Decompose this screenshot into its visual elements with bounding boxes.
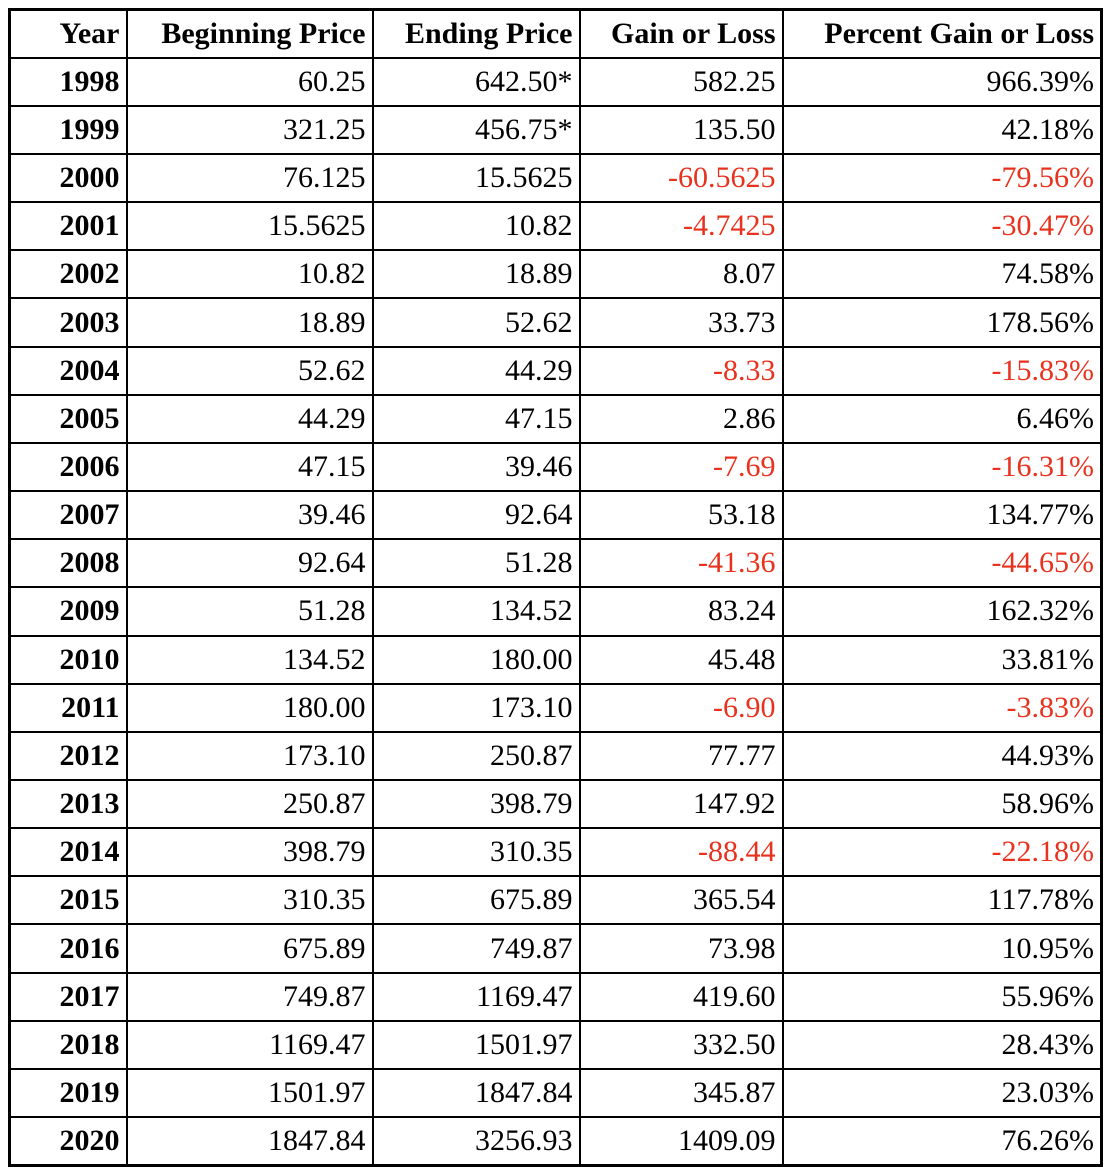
header-row [10,10,1102,58]
cell-year: 2010 [10,636,127,684]
cell-ending-price: 39.46 [373,443,580,491]
cell-ending-price: 51.28 [373,539,580,587]
cell-gain-or-loss: 2.86 [580,395,783,443]
cell-beginning-price: 398.79 [127,828,373,876]
cell-year: 2004 [10,347,127,395]
price-history-table [8,8,1103,1167]
table-row [10,1117,1102,1165]
cell-ending-price: 1169.47 [373,973,580,1021]
cell-year: 2016 [10,924,127,972]
cell-beginning-price: 52.62 [127,347,373,395]
cell-year: 2015 [10,876,127,924]
cell-gain-or-loss: -88.44 [580,828,783,876]
cell-year: 2003 [10,298,127,346]
table-row [10,491,1102,539]
cell-percent-gain-or-loss: 6.46% [783,395,1102,443]
cell-percent-gain-or-loss: -3.83% [783,684,1102,732]
cell-gain-or-loss: 33.73 [580,298,783,346]
table-row [10,636,1102,684]
cell-gain-or-loss: -6.90 [580,684,783,732]
cell-ending-price: 15.5625 [373,154,580,202]
cell-beginning-price: 321.25 [127,106,373,154]
cell-percent-gain-or-loss: 74.58% [783,250,1102,298]
cell-year: 1998 [10,58,127,106]
cell-ending-price: 456.75* [373,106,580,154]
cell-ending-price: 3256.93 [373,1117,580,1165]
cell-beginning-price: 173.10 [127,732,373,780]
cell-year: 2018 [10,1021,127,1069]
cell-percent-gain-or-loss: 134.77% [783,491,1102,539]
cell-beginning-price: 18.89 [127,298,373,346]
cell-percent-gain-or-loss: -44.65% [783,539,1102,587]
cell-ending-price: 398.79 [373,780,580,828]
table-row [10,1069,1102,1117]
cell-percent-gain-or-loss: 23.03% [783,1069,1102,1117]
cell-beginning-price: 60.25 [127,58,373,106]
cell-ending-price: 1501.97 [373,1021,580,1069]
cell-beginning-price: 39.46 [127,491,373,539]
cell-year: 1999 [10,106,127,154]
cell-gain-or-loss: -4.7425 [580,202,783,250]
cell-ending-price: 44.29 [373,347,580,395]
cell-percent-gain-or-loss: -79.56% [783,154,1102,202]
cell-percent-gain-or-loss: -15.83% [783,347,1102,395]
table-body [10,58,1102,1166]
cell-ending-price: 180.00 [373,636,580,684]
cell-beginning-price: 47.15 [127,443,373,491]
cell-beginning-price: 1501.97 [127,1069,373,1117]
cell-gain-or-loss: 8.07 [580,250,783,298]
cell-year: 2012 [10,732,127,780]
table-row [10,202,1102,250]
cell-beginning-price: 1169.47 [127,1021,373,1069]
cell-ending-price: 52.62 [373,298,580,346]
cell-percent-gain-or-loss: -16.31% [783,443,1102,491]
cell-gain-or-loss: 147.92 [580,780,783,828]
cell-year: 2007 [10,491,127,539]
cell-year: 2014 [10,828,127,876]
cell-ending-price: 250.87 [373,732,580,780]
cell-percent-gain-or-loss: 33.81% [783,636,1102,684]
cell-ending-price: 18.89 [373,250,580,298]
cell-ending-price: 173.10 [373,684,580,732]
header-ending-price: Ending Price [373,10,580,58]
cell-percent-gain-or-loss: 42.18% [783,106,1102,154]
cell-percent-gain-or-loss: 117.78% [783,876,1102,924]
cell-gain-or-loss: 345.87 [580,1069,783,1117]
cell-beginning-price: 44.29 [127,395,373,443]
table-row [10,298,1102,346]
cell-ending-price: 47.15 [373,395,580,443]
cell-percent-gain-or-loss: 44.93% [783,732,1102,780]
cell-gain-or-loss: -8.33 [580,347,783,395]
cell-gain-or-loss: 365.54 [580,876,783,924]
cell-beginning-price: 92.64 [127,539,373,587]
cell-beginning-price: 180.00 [127,684,373,732]
table-row [10,443,1102,491]
table-row [10,539,1102,587]
cell-beginning-price: 675.89 [127,924,373,972]
cell-ending-price: 92.64 [373,491,580,539]
table-row [10,684,1102,732]
cell-gain-or-loss: 83.24 [580,587,783,635]
cell-ending-price: 749.87 [373,924,580,972]
cell-gain-or-loss: 1409.09 [580,1117,783,1165]
table-row [10,106,1102,154]
cell-percent-gain-or-loss: 162.32% [783,587,1102,635]
cell-gain-or-loss: 582.25 [580,58,783,106]
cell-year: 2020 [10,1117,127,1165]
cell-year: 2013 [10,780,127,828]
cell-ending-price: 675.89 [373,876,580,924]
table-row [10,876,1102,924]
cell-gain-or-loss: 53.18 [580,491,783,539]
cell-year: 2009 [10,587,127,635]
table-row [10,924,1102,972]
cell-ending-price: 134.52 [373,587,580,635]
cell-ending-price: 10.82 [373,202,580,250]
cell-beginning-price: 76.125 [127,154,373,202]
table-row [10,732,1102,780]
cell-percent-gain-or-loss: 10.95% [783,924,1102,972]
cell-beginning-price: 15.5625 [127,202,373,250]
table-row [10,973,1102,1021]
cell-gain-or-loss: -7.69 [580,443,783,491]
table-row [10,828,1102,876]
cell-percent-gain-or-loss: -22.18% [783,828,1102,876]
cell-year: 2019 [10,1069,127,1117]
cell-gain-or-loss: -41.36 [580,539,783,587]
cell-beginning-price: 310.35 [127,876,373,924]
table-row [10,780,1102,828]
cell-beginning-price: 10.82 [127,250,373,298]
header-beginning-price: Beginning Price [127,10,373,58]
cell-ending-price: 1847.84 [373,1069,580,1117]
cell-gain-or-loss: 45.48 [580,636,783,684]
table-row [10,58,1102,106]
cell-percent-gain-or-loss: 76.26% [783,1117,1102,1165]
table-row [10,395,1102,443]
header-year: Year [10,10,127,58]
cell-year: 2011 [10,684,127,732]
cell-beginning-price: 250.87 [127,780,373,828]
table-row [10,587,1102,635]
cell-gain-or-loss: 332.50 [580,1021,783,1069]
cell-percent-gain-or-loss: -30.47% [783,202,1102,250]
cell-percent-gain-or-loss: 178.56% [783,298,1102,346]
cell-percent-gain-or-loss: 58.96% [783,780,1102,828]
cell-year: 2006 [10,443,127,491]
cell-beginning-price: 134.52 [127,636,373,684]
cell-gain-or-loss: 135.50 [580,106,783,154]
cell-year: 2017 [10,973,127,1021]
cell-gain-or-loss: 73.98 [580,924,783,972]
cell-ending-price: 310.35 [373,828,580,876]
cell-beginning-price: 51.28 [127,587,373,635]
table-row [10,154,1102,202]
cell-year: 2001 [10,202,127,250]
table-row [10,1021,1102,1069]
cell-year: 2008 [10,539,127,587]
cell-gain-or-loss: -60.5625 [580,154,783,202]
cell-beginning-price: 1847.84 [127,1117,373,1165]
cell-percent-gain-or-loss: 28.43% [783,1021,1102,1069]
cell-percent-gain-or-loss: 966.39% [783,58,1102,106]
cell-year: 2000 [10,154,127,202]
header-percent-gain-or-loss: Percent Gain or Loss [783,10,1102,58]
cell-year: 2005 [10,395,127,443]
header-gain-or-loss: Gain or Loss [580,10,783,58]
cell-gain-or-loss: 419.60 [580,973,783,1021]
cell-ending-price: 642.50* [373,58,580,106]
table-row [10,250,1102,298]
cell-beginning-price: 749.87 [127,973,373,1021]
cell-year: 2002 [10,250,127,298]
table-row [10,347,1102,395]
cell-gain-or-loss: 77.77 [580,732,783,780]
cell-percent-gain-or-loss: 55.96% [783,973,1102,1021]
